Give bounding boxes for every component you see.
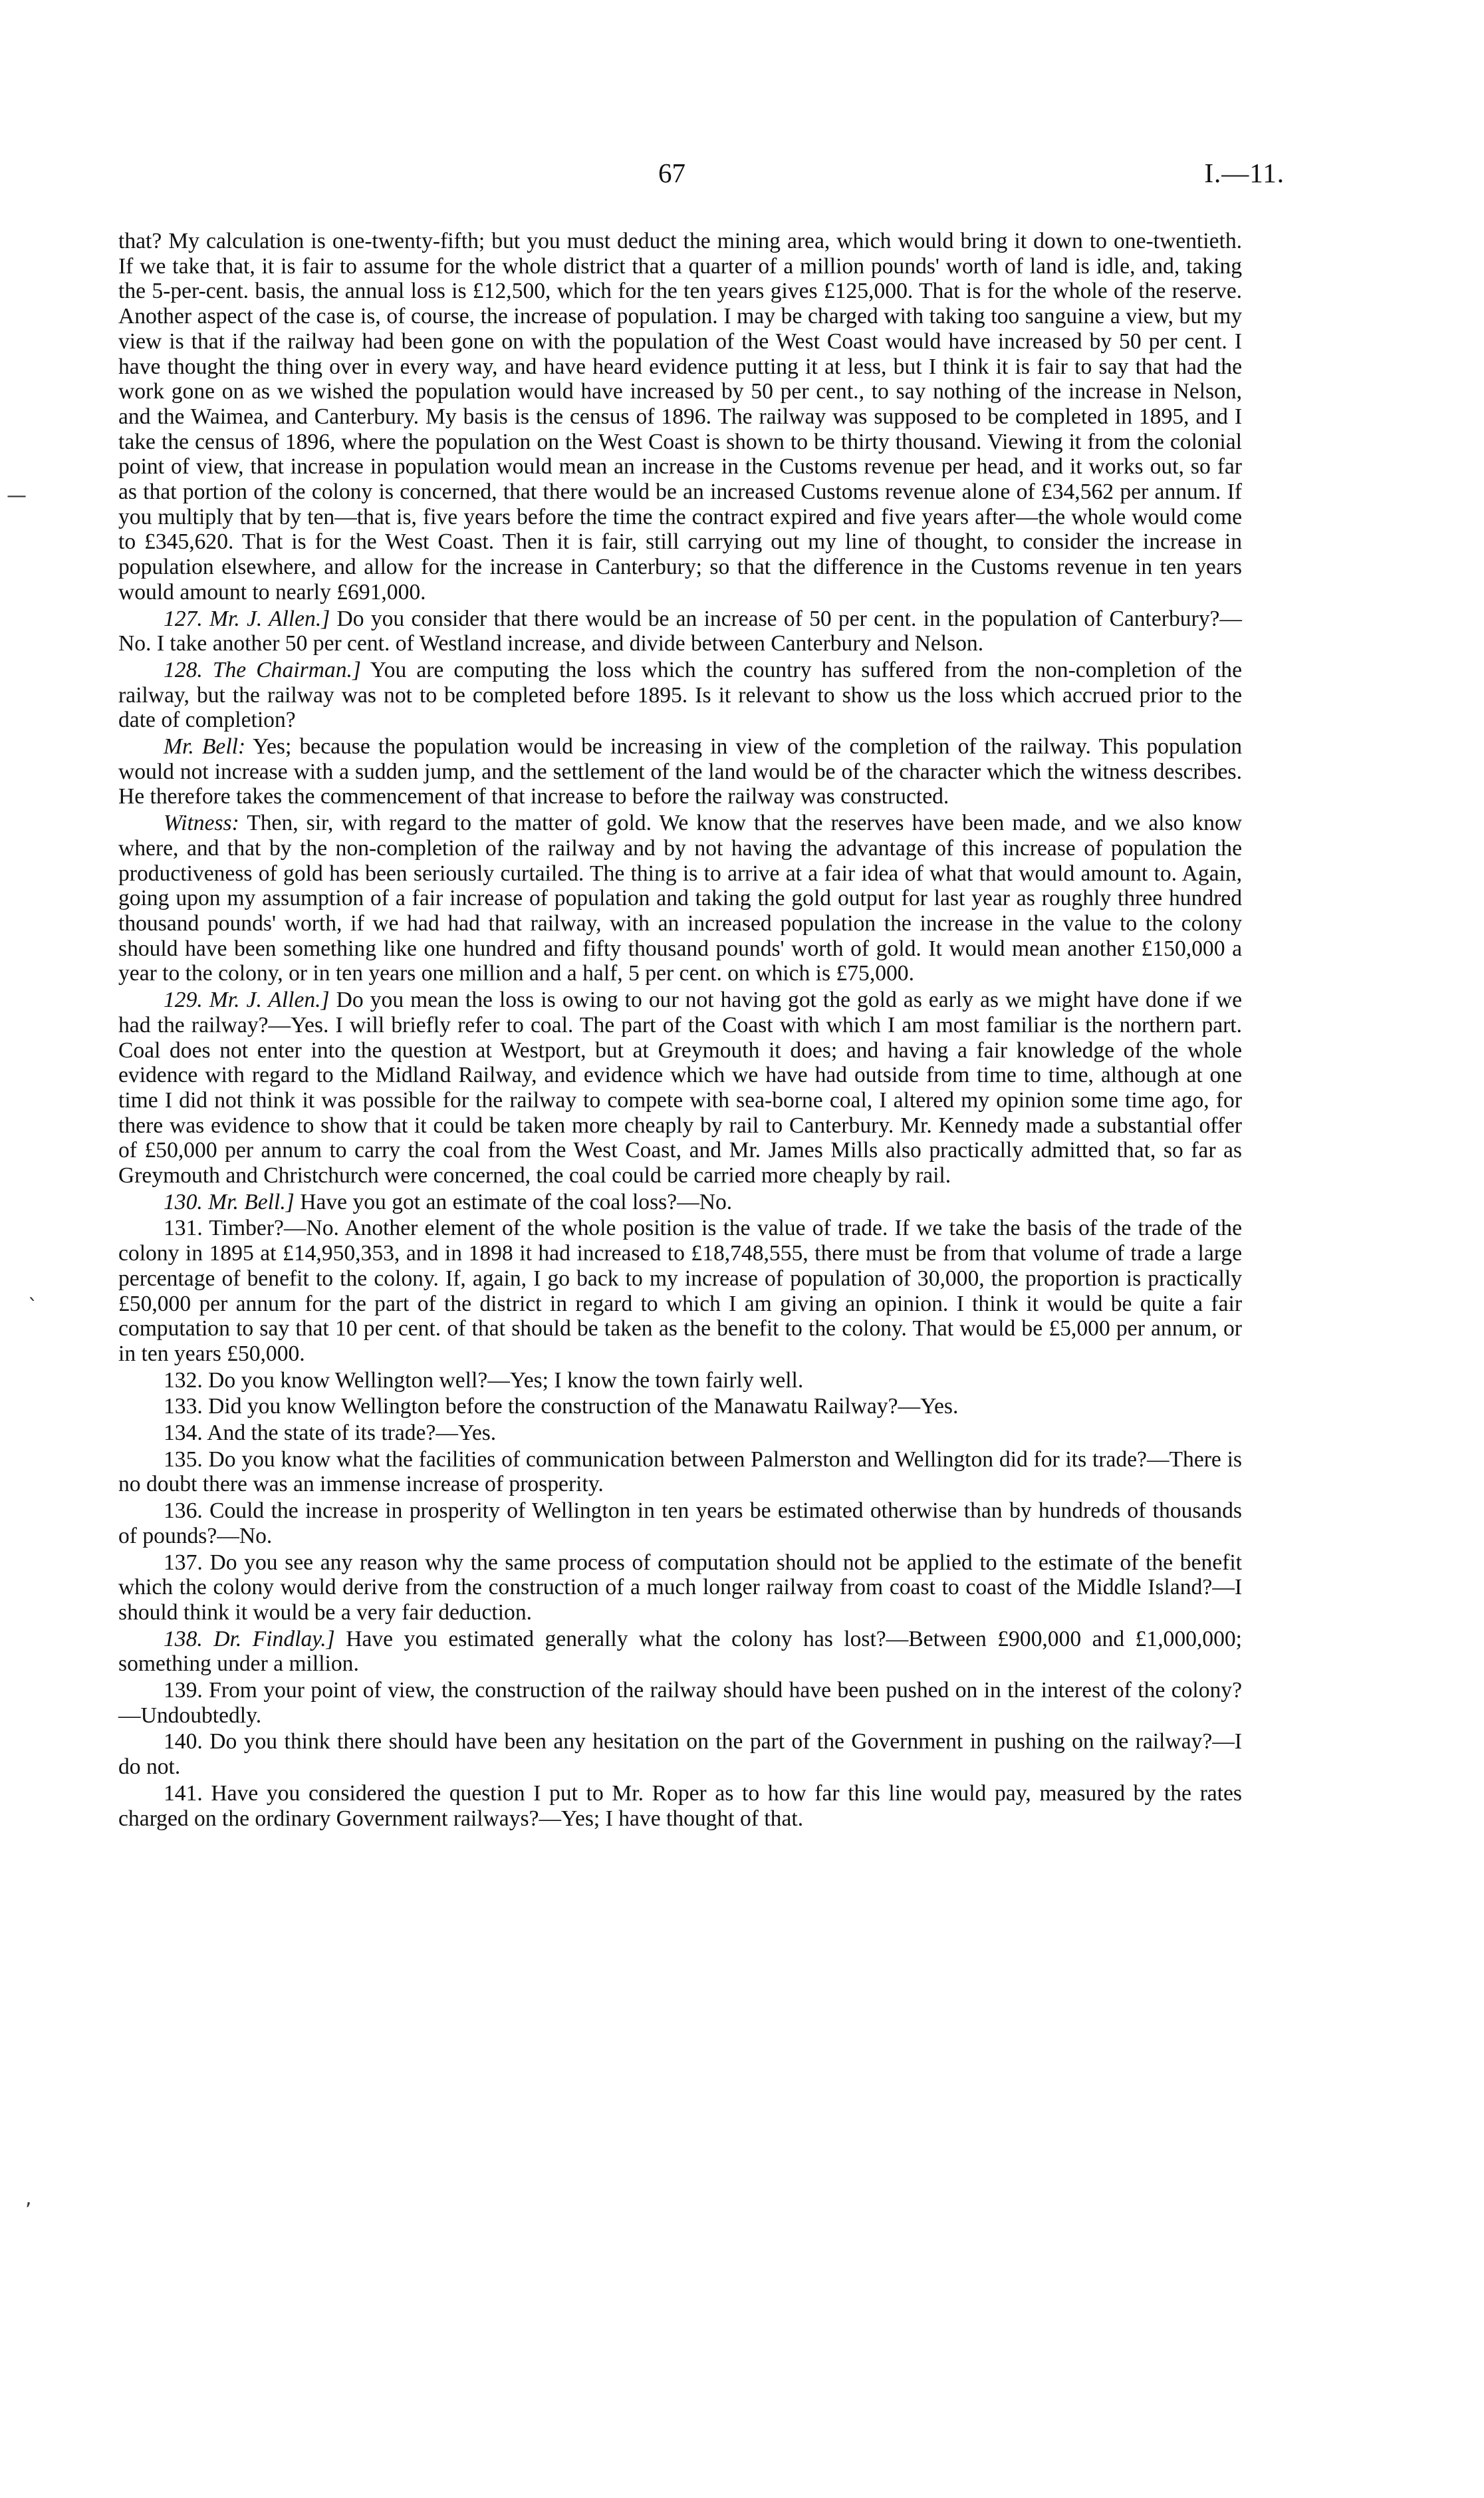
paragraph xyxy=(118,1216,1242,1366)
paragraph xyxy=(118,1627,1242,1677)
paragraph-text: Do you mean the loss is owing to our not having got the gold as early as we might have done if we had the railway?—Yes. I will briefly refer to coal. The part of the Coast with which I am most familiar is the northern part. Coal does not enter into the question at Westport, but at Greymouth it does; and having a fair knowledge of the whole evidence with regard to the Midland Railway, and evidence which we have had outside from time to time, although at one time I did not think it was possible for the railway to compete with sea-borne coal, I altered my opinion some time ago, for there was evidence to show that it could be taken more cheaply by rail to Canterbury. Mr. Kennedy made a substantial offer of £50,000 per annum to carry the coal from the West Coast, and Mr. James Mills also practically admitted that, so far as Greymouth and Christchurch were concerned, the coal could be carried more cheaply by rail. xyxy=(118,988,1243,1188)
margin-tick-mark: ˎ xyxy=(28,1278,38,1302)
paragraph xyxy=(118,1678,1242,1728)
paragraph-text: 136. Could the increase in prosperity of Wellington in ten years be estimated otherwise than by hundreds of thousands of pounds?—No. xyxy=(118,1498,1242,1548)
speaker-label: 138. Dr. Findlay.] xyxy=(164,1626,335,1651)
paragraph xyxy=(118,811,1242,986)
paragraph xyxy=(118,1498,1242,1548)
margin-tick-mark: , xyxy=(25,2187,32,2210)
paragraph xyxy=(118,1421,1242,1446)
paragraph-text: 139. From your point of view, the construction of the railway should have been pushed on in the interest of the colony?—Undoubtedly. xyxy=(118,1678,1242,1728)
paragraph xyxy=(118,607,1242,656)
paragraph-text: 133. Did you know Wellington before the construction of the Manawatu Railway?—Yes. xyxy=(164,1394,959,1419)
margin-tick-mark: — xyxy=(7,484,27,507)
page-number: 67 xyxy=(658,158,685,188)
paragraph xyxy=(118,1729,1242,1779)
paragraph xyxy=(118,658,1242,733)
speaker-label: 130. Mr. Bell.] xyxy=(164,1189,295,1214)
paragraph-text: 140. Do you think there should have been any hesitation on the part of the Government in pushing on the railway?—I do not. xyxy=(118,1729,1242,1780)
paragraph xyxy=(118,229,1242,605)
paragraph xyxy=(118,1368,1242,1393)
speaker-label: 128. The Chairman.] xyxy=(164,657,361,682)
paragraph-text: You are computing the loss which the country has suffered from the non-completion of the railway, but the railway was not to be completed before 1895. Is it relevant to show us the loss which accrued prior to the date of completion? xyxy=(118,657,1242,733)
paragraph xyxy=(118,1447,1242,1497)
paragraph xyxy=(118,1394,1242,1419)
paragraph-text: Have you estimated generally what the colony has lost?—Between £900,000 and £1,000,000; something under a million. xyxy=(118,1626,1242,1677)
paragraph-text: Have you got an estimate of the coal loss?—No. xyxy=(300,1189,733,1214)
document-reference: I.—11. xyxy=(1204,158,1285,188)
paragraph-text: 141. Have you considered the question I put to Mr. Roper as to how far this line would pay, measured by the rates charged on the ordinary Government railways?—Yes; I have thought of that. xyxy=(118,1780,1242,1831)
speaker-label: 127. Mr. J. Allen.] xyxy=(164,606,330,631)
paragraph xyxy=(118,1781,1242,1831)
paragraph-text: 131. Timber?—No. Another element of the whole position is the value of trade. If we take the basis of the trade of the colony in 1895 at £14,950,353, and in 1898 it had increased to £18,748,555, there must be from that volume of trade a large percentage of benefit to the colony. If, again, I go back to my increase of population of 30,000, the proportion is practically £50,000 per annum for the part of the district in regard to which I am giving an opinion. I think it would be quite a fair computation to say that 10 per cent. of that should be taken as the benefit to the colony. That would be £5,000 per annum, or in ten years £50,000. xyxy=(118,1216,1242,1366)
paragraph-text: Yes; because the population would be increasing in view of the completion of the railway. This population would not increase with a sudden jump, and the settlement of the land would be of the character which the witness describes. He therefore takes the commencement of that increase to before the railway was constructed. xyxy=(118,734,1243,809)
minutes-of-evidence-text xyxy=(118,229,1242,1831)
paragraph-text: Do you consider that there would be an increase of 50 per cent. in the population of Canterbury?—No. I take another 50 per cent. of Westland increase, and divide between Canterbury and Nelson. xyxy=(118,606,1242,656)
paragraph xyxy=(118,1190,1242,1215)
page-header xyxy=(0,157,1484,197)
paragraph-text: 135. Do you know what the facilities of communication between Palmerston and Wellington did for its trade?—There is no doubt there was an immense increase of prosperity. xyxy=(118,1447,1242,1497)
paragraph-text: 137. Do you see any reason why the same process of computation should not be applied to the estimate of the benefit which the colony would derive from the construction of a much longer railway from coast to coast of the Middle Island?—I should think it would be a very fair deduction. xyxy=(118,1550,1242,1625)
speaker-label: 129. Mr. J. Allen.] xyxy=(164,988,330,1013)
speaker-label: Witness: xyxy=(164,811,239,836)
paragraph xyxy=(118,734,1242,809)
paragraph-text: that? My calculation is one-twenty-fifth; but you must deduct the mining area, which would bring it down to one-twentieth. If we take that, it is fair to assume for the whole district that a quarter of a million pounds' worth of land is idle, and, taking the 5-per-cent. basis, the annual loss is £12,500, which for the ten years gives £125,000. That is for the whole of the reserve. Another aspect of the case is, of course, the increase of population. I may be charged with taking too sanguine a view, but my view is that if the railway had been gone on with the population of the West Coast would have increased by 50 per cent. I have thought the thing over in every way, and have heard evidence putting it at less, but I think it is fair to say that had the work gone on as we wished the population would have increased by 50 per cent., to say nothing of the increase in Nelson, and the Waimea, and Canterbury. My basis is the census of 1896. The railway was supposed to be completed in 1895, and I take the census of 1896, where the population on the West Coast is shown to be thirty thousand. Viewing it from the colonial point of view, that increase in population would mean an increase in the Customs revenue per head, and it works out, so far as that portion of the colony is concerned, that there would be an increased Customs revenue alone of £34,562 per annum. If you multiply that by ten—that is, five years before the time the contract expired and five years after—the whole would come to £345,620. That is for the West Coast. Then it is fair, still carrying out my line of thought, to consider the increase in population elsewhere, and allow for the increase in Canterbury; so that the difference in the Customs revenue in ten years would amount to nearly £691,000. xyxy=(118,229,1242,605)
speaker-label: Mr. Bell: xyxy=(164,734,246,760)
paragraph-text: Then, sir, with regard to the matter of gold. We know that the reserves have been made, and we also know where, and that by the non-completion of the railway and by not having the advantage of this increase of population the productiveness of gold has been seriously curtailed. The thing is to arrive at a fair idea of what that would amount to. Again, going upon my assumption of a fair increase of population and taking the gold output for last year as roughly three hundred thousand pounds' worth, if we had had that railway, with an increased population the increase in the value to the colony should have been something like one hundred and fifty thousand pounds' worth of gold. It would mean another £150,000 a year to the colony, or in ten years one million and a half, 5 per cent. on which is £75,000. xyxy=(118,811,1242,986)
paragraph-text: 134. And the state of its trade?—Yes. xyxy=(164,1421,497,1446)
paragraph xyxy=(118,1550,1242,1625)
paragraph-text: 132. Do you know Wellington well?—Yes; I know the town fairly well. xyxy=(164,1367,804,1393)
paragraph xyxy=(118,988,1242,1188)
